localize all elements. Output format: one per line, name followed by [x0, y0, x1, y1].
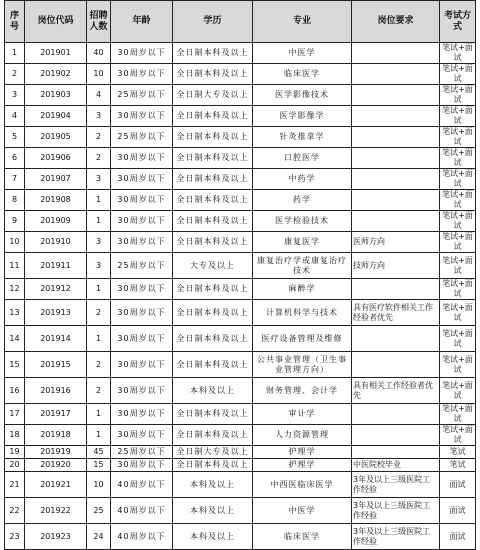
cell-serial: 18	[5, 425, 25, 446]
cell-post-code: 201914	[25, 326, 87, 352]
cell-headcount: 25	[87, 498, 111, 524]
table-row	[5, 459, 476, 472]
table-row	[5, 404, 476, 425]
cell-education: 全日制本科及以上	[173, 106, 253, 127]
cell-serial: 11	[5, 253, 25, 279]
table-row	[5, 127, 476, 148]
table-row	[5, 300, 476, 326]
cell-requirements	[352, 64, 440, 85]
cell-age: 30周岁以下	[111, 404, 173, 425]
cell-headcount: 1	[87, 425, 111, 446]
cell-requirements	[352, 279, 440, 300]
cell-headcount: 40	[87, 43, 111, 64]
table-row	[5, 524, 476, 550]
cell-major: 审计学	[253, 404, 352, 425]
cell-education: 全日制本科及以上	[173, 352, 253, 378]
cell-post-code: 201903	[25, 85, 87, 106]
table-row	[5, 279, 476, 300]
cell-age: 30周岁以下	[111, 232, 173, 253]
cell-headcount: 24	[87, 524, 111, 550]
cell-age: 30周岁以下	[111, 190, 173, 211]
cell-exam-method: 笔试	[440, 446, 476, 459]
cell-exam-method: 笔试+面试	[440, 232, 476, 253]
cell-age: 25周岁以下	[111, 127, 173, 148]
cell-headcount: 1	[87, 279, 111, 300]
cell-exam-method: 面试	[440, 524, 476, 550]
cell-serial: 20	[5, 459, 25, 472]
cell-exam-method: 笔试+面试	[440, 190, 476, 211]
cell-headcount: 1	[87, 211, 111, 232]
cell-major: 中西医临床医学	[253, 472, 352, 498]
cell-serial: 21	[5, 472, 25, 498]
cell-post-code: 201910	[25, 232, 87, 253]
cell-major: 人力资源管理	[253, 425, 352, 446]
cell-serial: 19	[5, 446, 25, 459]
cell-exam-method: 笔试+面试	[440, 43, 476, 64]
cell-requirements	[352, 85, 440, 106]
cell-requirements	[352, 127, 440, 148]
table-row	[5, 352, 476, 378]
cell-headcount: 45	[87, 446, 111, 459]
cell-headcount: 3	[87, 253, 111, 279]
table-row	[5, 425, 476, 446]
cell-education: 本科及以上	[173, 472, 253, 498]
cell-education: 全日制本科及以上	[173, 211, 253, 232]
cell-age: 30周岁以下	[111, 64, 173, 85]
cell-age: 30周岁以下	[111, 300, 173, 326]
cell-serial: 6	[5, 148, 25, 169]
cell-exam-method: 笔试+面试	[440, 404, 476, 425]
header-major: 专业	[253, 1, 352, 43]
cell-serial: 23	[5, 524, 25, 550]
cell-headcount: 4	[87, 85, 111, 106]
cell-serial: 17	[5, 404, 25, 425]
cell-serial: 16	[5, 378, 25, 404]
cell-requirements	[352, 425, 440, 446]
cell-exam-method: 面试	[440, 472, 476, 498]
cell-education: 全日制本科及以上	[173, 326, 253, 352]
cell-exam-method: 笔试+面试	[440, 169, 476, 190]
table-row	[5, 446, 476, 459]
cell-age: 30周岁以下	[111, 326, 173, 352]
cell-headcount: 2	[87, 127, 111, 148]
cell-age: 25周岁以下	[111, 253, 173, 279]
cell-education: 全日制大专及以上	[173, 446, 253, 459]
cell-major: 医学影像技术	[253, 85, 352, 106]
cell-major: 护理学	[253, 459, 352, 472]
cell-major: 康复医学	[253, 232, 352, 253]
cell-major: 医学影像学	[253, 106, 352, 127]
cell-exam-method: 面试	[440, 498, 476, 524]
cell-requirements	[352, 404, 440, 425]
cell-headcount: 2	[87, 352, 111, 378]
table-row	[5, 378, 476, 404]
cell-post-code: 201919	[25, 446, 87, 459]
cell-exam-method: 笔试+面试	[440, 106, 476, 127]
cell-headcount: 3	[87, 169, 111, 190]
cell-headcount: 2	[87, 148, 111, 169]
cell-education: 全日制本科及以上	[173, 232, 253, 253]
header-age: 年龄	[111, 1, 173, 43]
cell-post-code: 201905	[25, 127, 87, 148]
cell-requirements: 中医院校毕业	[352, 459, 440, 472]
cell-age: 40周岁以下	[111, 498, 173, 524]
header-education: 学历	[173, 1, 253, 43]
cell-major: 计算机科学与技术	[253, 300, 352, 326]
cell-age: 40周岁以下	[111, 524, 173, 550]
cell-post-code: 201902	[25, 64, 87, 85]
table-row	[5, 472, 476, 498]
cell-exam-method: 笔试+面试	[440, 425, 476, 446]
cell-education: 全日制本科及以上	[173, 459, 253, 472]
cell-exam-method: 笔试+面试	[440, 64, 476, 85]
cell-post-code: 201921	[25, 472, 87, 498]
table-row	[5, 64, 476, 85]
cell-exam-method: 笔试+面试	[440, 148, 476, 169]
cell-major: 中医学	[253, 498, 352, 524]
cell-headcount: 3	[87, 106, 111, 127]
cell-major: 公共事业管理（卫生事业管理方向）	[253, 352, 352, 378]
cell-education: 全日制本科及以上	[173, 64, 253, 85]
cell-requirements	[352, 211, 440, 232]
cell-requirements	[352, 446, 440, 459]
header-requirements: 岗位要求	[352, 1, 440, 43]
cell-exam-method: 笔试+面试	[440, 253, 476, 279]
cell-major: 麻醉学	[253, 279, 352, 300]
cell-major: 护理学	[253, 446, 352, 459]
table-row	[5, 253, 476, 279]
cell-age: 30周岁以下	[111, 425, 173, 446]
cell-serial: 8	[5, 190, 25, 211]
cell-requirements	[352, 326, 440, 352]
cell-post-code: 201916	[25, 378, 87, 404]
cell-post-code: 201912	[25, 279, 87, 300]
cell-age: 30周岁以下	[111, 148, 173, 169]
cell-headcount: 10	[87, 64, 111, 85]
header-serial: 序号	[5, 1, 25, 43]
cell-education: 全日制本科及以上	[173, 148, 253, 169]
cell-major: 医疗设备管理及维修	[253, 326, 352, 352]
cell-education: 全日制本科及以上	[173, 300, 253, 326]
table-row	[5, 326, 476, 352]
cell-requirements: 具有相关工作经验者优先	[352, 378, 440, 404]
cell-headcount: 10	[87, 472, 111, 498]
cell-headcount: 1	[87, 326, 111, 352]
cell-headcount: 15	[87, 459, 111, 472]
table-row	[5, 85, 476, 106]
cell-major: 临床医学	[253, 524, 352, 550]
cell-education: 全日制本科及以上	[173, 425, 253, 446]
cell-age: 30周岁以下	[111, 106, 173, 127]
table-body	[5, 43, 476, 550]
cell-headcount: 1	[87, 190, 111, 211]
table-row	[5, 43, 476, 64]
table-row	[5, 190, 476, 211]
cell-serial: 7	[5, 169, 25, 190]
cell-major: 康复治疗学或康复治疗技术	[253, 253, 352, 279]
cell-education: 全日制本科及以上	[173, 279, 253, 300]
cell-post-code: 201906	[25, 148, 87, 169]
cell-major: 药学	[253, 190, 352, 211]
cell-serial: 10	[5, 232, 25, 253]
cell-post-code: 201911	[25, 253, 87, 279]
cell-requirements: 技师方向	[352, 253, 440, 279]
cell-age: 30周岁以下	[111, 43, 173, 64]
table-header-row	[5, 1, 476, 43]
cell-serial: 9	[5, 211, 25, 232]
table-row	[5, 232, 476, 253]
cell-requirements	[352, 43, 440, 64]
cell-education: 本科及以上	[173, 498, 253, 524]
cell-requirements	[352, 190, 440, 211]
cell-post-code: 201918	[25, 425, 87, 446]
cell-age: 30周岁以下	[111, 169, 173, 190]
cell-requirements	[352, 352, 440, 378]
cell-requirements: 医师方向	[352, 232, 440, 253]
cell-exam-method: 笔试+面试	[440, 378, 476, 404]
cell-education: 全日制本科及以上	[173, 190, 253, 211]
cell-post-code: 201923	[25, 524, 87, 550]
cell-serial: 2	[5, 64, 25, 85]
cell-post-code: 201907	[25, 169, 87, 190]
cell-exam-method: 笔试+面试	[440, 127, 476, 148]
header-headcount: 招聘人数	[87, 1, 111, 43]
cell-post-code: 201908	[25, 190, 87, 211]
cell-post-code: 201901	[25, 43, 87, 64]
cell-post-code: 201913	[25, 300, 87, 326]
cell-post-code: 201917	[25, 404, 87, 425]
cell-age: 30周岁以下	[111, 279, 173, 300]
cell-serial: 1	[5, 43, 25, 64]
cell-serial: 5	[5, 127, 25, 148]
cell-major: 财务管理、会计学	[253, 378, 352, 404]
cell-education: 全日制大专及以上	[173, 85, 253, 106]
cell-age: 30周岁以下	[111, 459, 173, 472]
recruitment-table	[4, 0, 476, 550]
cell-age: 30周岁以下	[111, 211, 173, 232]
cell-post-code: 201909	[25, 211, 87, 232]
cell-requirements	[352, 169, 440, 190]
header-post-code: 岗位代码	[25, 1, 87, 43]
table-row	[5, 498, 476, 524]
cell-requirements: 具有医疗软件相关工作经验者优先	[352, 300, 440, 326]
cell-major: 医学检验技术	[253, 211, 352, 232]
cell-serial: 3	[5, 85, 25, 106]
cell-education: 本科及以上	[173, 378, 253, 404]
cell-major: 口腔医学	[253, 148, 352, 169]
cell-age: 30周岁以下	[111, 352, 173, 378]
cell-major: 针灸推拿学	[253, 127, 352, 148]
table-row	[5, 211, 476, 232]
cell-exam-method: 笔试+面试	[440, 352, 476, 378]
cell-age: 40周岁以下	[111, 472, 173, 498]
cell-requirements	[352, 106, 440, 127]
cell-serial: 13	[5, 300, 25, 326]
cell-education: 全日制本科及以上	[173, 43, 253, 64]
cell-major: 临床医学	[253, 64, 352, 85]
cell-requirements: 3年及以上三级医院工作经验	[352, 472, 440, 498]
cell-education: 全日制本科及以上	[173, 127, 253, 148]
cell-requirements: 3年及以上三级医院工作经验	[352, 498, 440, 524]
cell-major: 中药学	[253, 169, 352, 190]
cell-serial: 12	[5, 279, 25, 300]
cell-serial: 15	[5, 352, 25, 378]
cell-education: 全日制本科及以上	[173, 169, 253, 190]
table-row	[5, 148, 476, 169]
cell-exam-method: 笔试+面试	[440, 211, 476, 232]
cell-education: 大专及以上	[173, 253, 253, 279]
cell-post-code: 201915	[25, 352, 87, 378]
cell-serial: 14	[5, 326, 25, 352]
cell-age: 30周岁以下	[111, 378, 173, 404]
cell-requirements: 3年及以上三级医院工作经验	[352, 524, 440, 550]
cell-exam-method: 笔试+面试	[440, 279, 476, 300]
cell-post-code: 201920	[25, 459, 87, 472]
cell-serial: 4	[5, 106, 25, 127]
cell-education: 本科及以上	[173, 524, 253, 550]
cell-exam-method: 笔试+面试	[440, 326, 476, 352]
cell-requirements	[352, 148, 440, 169]
cell-headcount: 1	[87, 404, 111, 425]
cell-age: 25周岁以下	[111, 446, 173, 459]
cell-post-code: 201922	[25, 498, 87, 524]
table-row	[5, 169, 476, 190]
cell-major: 中医学	[253, 43, 352, 64]
cell-age: 25周岁以下	[111, 85, 173, 106]
cell-exam-method: 笔试+面试	[440, 300, 476, 326]
table-row	[5, 106, 476, 127]
cell-exam-method: 笔试	[440, 459, 476, 472]
cell-post-code: 201904	[25, 106, 87, 127]
cell-education: 全日制本科及以上	[173, 404, 253, 425]
cell-serial: 22	[5, 498, 25, 524]
cell-exam-method: 笔试+面试	[440, 85, 476, 106]
cell-headcount: 2	[87, 300, 111, 326]
cell-headcount: 3	[87, 232, 111, 253]
header-exam-method: 考试方式	[440, 1, 476, 43]
cell-headcount: 2	[87, 378, 111, 404]
